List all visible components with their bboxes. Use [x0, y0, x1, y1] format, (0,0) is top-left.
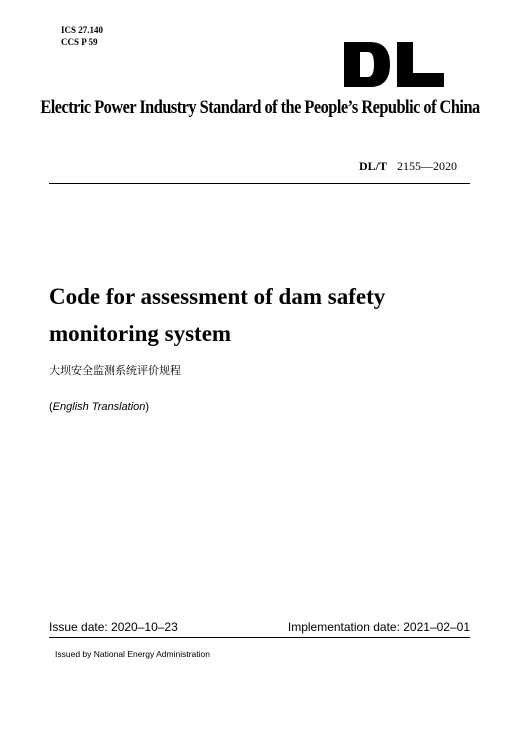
- translation-label: English Translation: [52, 401, 146, 413]
- standard-code: DL/T: [358, 159, 387, 173]
- implementation-date: Implementation date: 2021–02–01: [287, 620, 470, 634]
- footer-divider: [49, 637, 470, 638]
- document-title-line-2: monitoring system: [49, 321, 232, 346]
- issue-date: Issue date: 2020–10–23: [49, 620, 178, 634]
- ics-code: ICS 27.140: [61, 25, 104, 35]
- translation-open-paren: (: [49, 401, 53, 413]
- issuer: Issued by National Energy Administration: [55, 649, 210, 659]
- translation-note: [49, 401, 149, 413]
- dl-logo: [344, 42, 444, 87]
- header-divider: [49, 183, 470, 184]
- standard-year-number: 2155—2020: [397, 159, 457, 173]
- organization-title: Electric Power Industry Standard of the People’s Republic of China: [40, 97, 480, 118]
- document-title: [49, 278, 469, 352]
- classification-codes: [61, 24, 103, 48]
- ccs-code: CCS P 59: [61, 37, 98, 47]
- standard-number: [359, 159, 457, 174]
- translation-close-paren: ): [145, 401, 150, 413]
- document-title-line-1: Code for assessment of dam safety: [49, 284, 386, 309]
- chinese-title: 大坝安全监测系统评价规程: [49, 364, 181, 377]
